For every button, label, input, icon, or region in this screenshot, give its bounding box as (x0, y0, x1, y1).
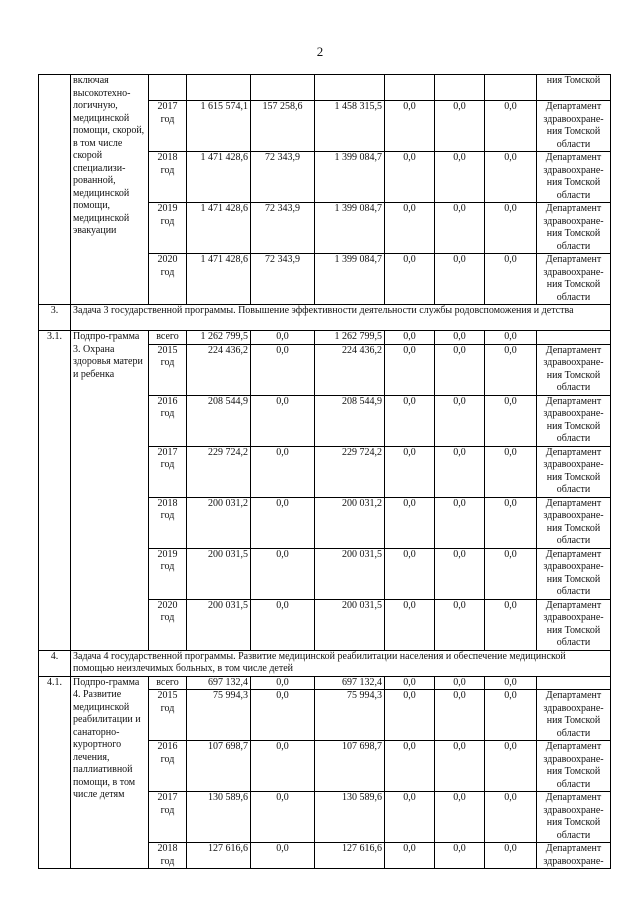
extra-budget-cell: 0,0 (485, 676, 537, 690)
empty-cell (485, 75, 537, 101)
year-cell: всего (149, 331, 187, 345)
responsible-cell: Департамент здравоохране-ния Томской области (537, 792, 611, 843)
local-cell: 0,0 (385, 152, 435, 203)
responsible-cell: Департамент здравоохране-ния Томской области (537, 203, 611, 254)
local-cell: 0,0 (385, 446, 435, 497)
table-body (39, 75, 611, 869)
other-cell: 0,0 (435, 792, 485, 843)
other-cell: 0,0 (435, 497, 485, 548)
local-cell: 0,0 (385, 843, 435, 869)
year-cell: 2019 год (149, 548, 187, 599)
federal-cell: 0,0 (251, 690, 315, 741)
extra-budget-cell: 0,0 (485, 741, 537, 792)
responsible-cell: Департамент здравоохране-ния Томской области (537, 254, 611, 305)
local-cell: 0,0 (385, 254, 435, 305)
other-cell: 0,0 (435, 254, 485, 305)
federal-cell: 0,0 (251, 446, 315, 497)
total-cell: 229 724,2 (187, 446, 251, 497)
year-cell: 2016 год (149, 395, 187, 446)
extra-budget-cell: 0,0 (485, 254, 537, 305)
number-cell (39, 75, 71, 305)
other-cell: 0,0 (435, 741, 485, 792)
federal-cell: 0,0 (251, 497, 315, 548)
year-cell: 2015 год (149, 690, 187, 741)
local-cell: 0,0 (385, 101, 435, 152)
extra-budget-cell: 0,0 (485, 152, 537, 203)
total-cell: 200 031,5 (187, 548, 251, 599)
empty-cell (385, 75, 435, 101)
regional-cell: 127 616,6 (315, 843, 385, 869)
empty-cell (435, 75, 485, 101)
regional-cell: 229 724,2 (315, 446, 385, 497)
other-cell: 0,0 (435, 676, 485, 690)
regional-cell: 200 031,5 (315, 548, 385, 599)
other-cell: 0,0 (435, 599, 485, 650)
federal-cell: 0,0 (251, 344, 315, 395)
extra-budget-cell: 0,0 (485, 690, 537, 741)
extra-budget-cell: 0,0 (485, 792, 537, 843)
regional-cell: 1 262 799,5 (315, 331, 385, 345)
empty-cell (537, 676, 611, 690)
subprogram-title: Подпро-грамма 3. Охрана здоровья матери и ребенка (71, 331, 149, 651)
year-cell: 2018 год (149, 843, 187, 869)
local-cell: 0,0 (385, 203, 435, 254)
other-cell: 0,0 (435, 203, 485, 254)
local-cell: 0,0 (385, 548, 435, 599)
extra-budget-cell: 0,0 (485, 548, 537, 599)
extra-budget-cell: 0,0 (485, 497, 537, 548)
other-cell: 0,0 (435, 446, 485, 497)
local-cell: 0,0 (385, 741, 435, 792)
other-cell: 0,0 (435, 690, 485, 741)
total-cell: 1 471 428,6 (187, 254, 251, 305)
regional-cell: 1 399 084,7 (315, 203, 385, 254)
responsible-cell: Департамент здравоохране-ния Томской области (537, 599, 611, 650)
responsible-cell: Департамент здравоохране-ния Томской области (537, 395, 611, 446)
responsible-cell: Департамент здравоохране-ния Томской области (537, 741, 611, 792)
local-cell: 0,0 (385, 676, 435, 690)
year-cell: 2015 год (149, 344, 187, 395)
extra-budget-cell: 0,0 (485, 446, 537, 497)
regional-cell: 208 544,9 (315, 395, 385, 446)
responsible-cell: Департамент здравоохране-ния Томской области (537, 548, 611, 599)
federal-cell: 157 258,6 (251, 101, 315, 152)
year-cell: 2017 год (149, 446, 187, 497)
other-cell: 0,0 (435, 843, 485, 869)
other-cell: 0,0 (435, 331, 485, 345)
responsible-cell: Департамент здравоохране-ния Томской области (537, 101, 611, 152)
local-cell: 0,0 (385, 690, 435, 741)
extra-budget-cell: 0,0 (485, 843, 537, 869)
local-cell: 0,0 (385, 344, 435, 395)
federal-cell: 0,0 (251, 843, 315, 869)
regional-cell: 224 436,2 (315, 344, 385, 395)
total-cell: 200 031,5 (187, 599, 251, 650)
year-cell: 2018 год (149, 152, 187, 203)
year-cell: 2017 год (149, 101, 187, 152)
regional-cell: 697 132,4 (315, 676, 385, 690)
local-cell: 0,0 (385, 599, 435, 650)
total-cell: 697 132,4 (187, 676, 251, 690)
regional-cell: 1 399 084,7 (315, 152, 385, 203)
total-cell: 1 262 799,5 (187, 331, 251, 345)
year-cell: 2020 год (149, 254, 187, 305)
year-cell: 2020 год (149, 599, 187, 650)
federal-cell: 0,0 (251, 792, 315, 843)
federal-cell: 72 343,9 (251, 203, 315, 254)
regional-cell: 130 589,6 (315, 792, 385, 843)
responsible-cell: Департамент здравоохране-ния Томской области (537, 344, 611, 395)
local-cell: 0,0 (385, 497, 435, 548)
other-cell: 0,0 (435, 152, 485, 203)
local-cell: 0,0 (385, 395, 435, 446)
other-cell: 0,0 (435, 548, 485, 599)
subprogram-number: 3.1. (39, 331, 71, 651)
local-cell: 0,0 (385, 331, 435, 345)
table-row (39, 75, 611, 101)
table-row (39, 676, 611, 690)
empty-cell (149, 75, 187, 101)
federal-cell: 72 343,9 (251, 254, 315, 305)
total-cell: 130 589,6 (187, 792, 251, 843)
federal-cell: 0,0 (251, 331, 315, 345)
task-title: Задача 4 государственной программы. Развитие медицинской реабилитации населения и обеспечение медицинской помощью неизлечимых больных, в том числе детей (71, 650, 611, 676)
empty-cell (537, 331, 611, 345)
subprogram-number: 4.1. (39, 676, 71, 869)
table-row (39, 331, 611, 345)
total-cell: 1 471 428,6 (187, 152, 251, 203)
total-cell: 127 616,6 (187, 843, 251, 869)
responsible-cell: Департамент здравоохране-ния Томской области (537, 152, 611, 203)
extra-budget-cell: 0,0 (485, 331, 537, 345)
federal-cell: 72 343,9 (251, 152, 315, 203)
task-number: 3. (39, 305, 71, 331)
extra-budget-cell: 0,0 (485, 203, 537, 254)
year-cell: 2019 год (149, 203, 187, 254)
empty-cell (251, 75, 315, 101)
total-cell: 1 615 574,1 (187, 101, 251, 152)
responsible-cell: Департамент здравоохране-ния Томской области (537, 446, 611, 497)
other-cell: 0,0 (435, 395, 485, 446)
federal-cell: 0,0 (251, 548, 315, 599)
total-cell: 107 698,7 (187, 741, 251, 792)
regional-cell: 107 698,7 (315, 741, 385, 792)
extra-budget-cell: 0,0 (485, 101, 537, 152)
task-row (39, 650, 611, 676)
total-cell: 200 031,2 (187, 497, 251, 548)
year-cell: 2017 год (149, 792, 187, 843)
regional-cell: 1 458 315,5 (315, 101, 385, 152)
total-cell: 224 436,2 (187, 344, 251, 395)
description-cell: включая высокотехно-логичную, медицинской помощи, скорой, в том числе скорой специализи-рованной, медицинской помощи, медицинской эвакуации (71, 75, 149, 305)
regional-cell: 200 031,2 (315, 497, 385, 548)
responsible-cell: Департамент здравоохране- (537, 843, 611, 869)
federal-cell: 0,0 (251, 395, 315, 446)
total-cell: 208 544,9 (187, 395, 251, 446)
budget-table (38, 74, 611, 869)
other-cell: 0,0 (435, 344, 485, 395)
year-cell: всего (149, 676, 187, 690)
task-title: Задача 3 государственной программы. Повышение эффективности деятельности службы родовспоможения и детства (71, 305, 611, 331)
regional-cell: 1 399 084,7 (315, 254, 385, 305)
extra-budget-cell: 0,0 (485, 395, 537, 446)
year-cell: 2018 год (149, 497, 187, 548)
year-cell: 2016 год (149, 741, 187, 792)
task-number: 4. (39, 650, 71, 676)
total-cell: 75 994,3 (187, 690, 251, 741)
empty-cell (315, 75, 385, 101)
federal-cell: 0,0 (251, 741, 315, 792)
regional-cell: 75 994,3 (315, 690, 385, 741)
subprogram-title: Подпро-грамма 4. Развитие медицинской реабилитации и санаторно-курортного лечения, паллиативной помощи, в том числе детям (71, 676, 149, 869)
page-number: 2 (316, 44, 324, 59)
responsible-cell: Департамент здравоохране-ния Томской области (537, 497, 611, 548)
empty-cell (187, 75, 251, 101)
federal-cell: 0,0 (251, 599, 315, 650)
extra-budget-cell: 0,0 (485, 599, 537, 650)
local-cell: 0,0 (385, 792, 435, 843)
other-cell: 0,0 (435, 101, 485, 152)
responsible-cell: Департамент здравоохране-ния Томской области (537, 690, 611, 741)
extra-budget-cell: 0,0 (485, 344, 537, 395)
total-cell: 1 471 428,6 (187, 203, 251, 254)
task-row (39, 305, 611, 331)
federal-cell: 0,0 (251, 676, 315, 690)
responsible-cell: ния Томской (537, 75, 611, 101)
regional-cell: 200 031,5 (315, 599, 385, 650)
